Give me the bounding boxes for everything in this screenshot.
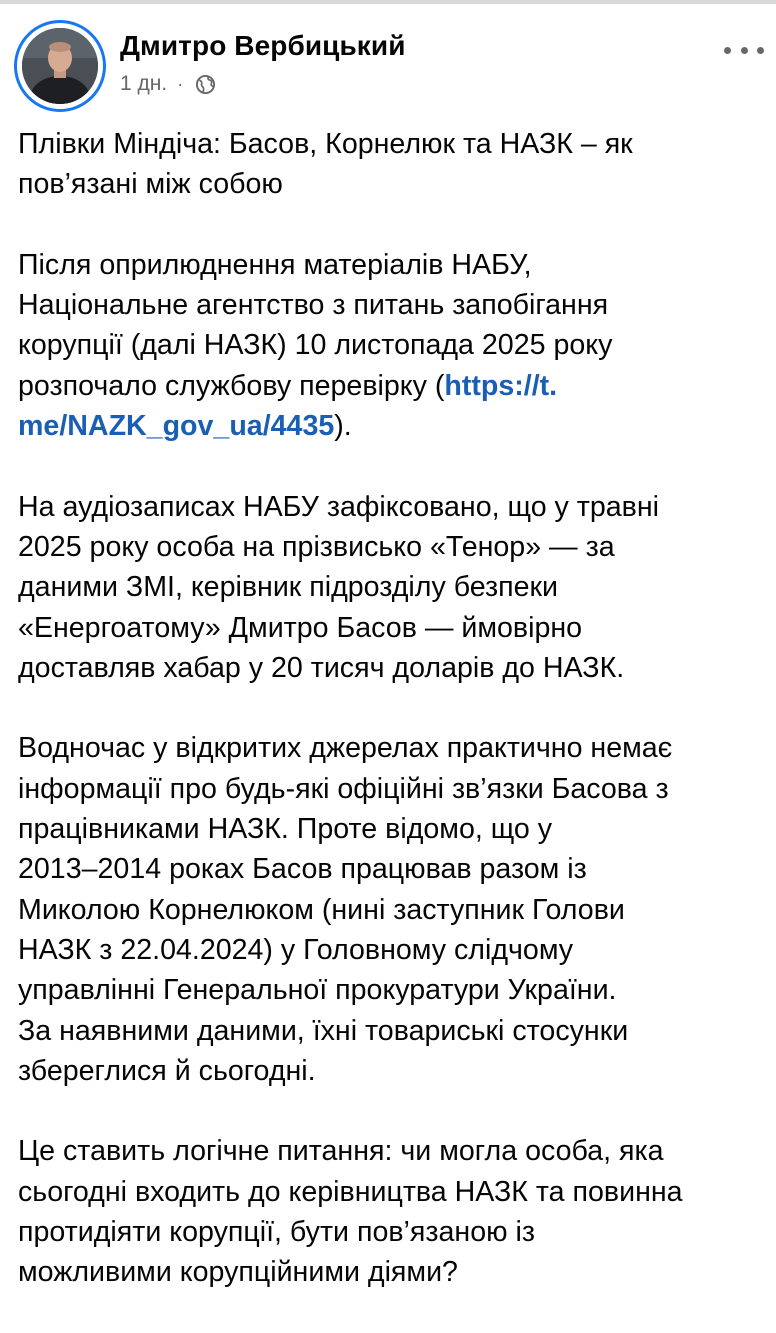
post-paragraph-3 xyxy=(18,487,766,688)
post-line: працівниками НАЗК. Проте відомо, що у xyxy=(18,813,553,846)
post-line: розпочало службову перевірку ( xyxy=(18,369,445,402)
post-line: 2013–2014 роках Басов працював разом із xyxy=(18,853,587,886)
more-options-button[interactable] xyxy=(724,38,764,62)
post-line: пов’язані між собою xyxy=(18,168,283,201)
post-line-end: ). xyxy=(334,410,352,443)
post-paragraph-2 xyxy=(18,245,766,446)
meta-separator: · xyxy=(177,73,184,94)
post-header xyxy=(0,4,776,114)
post-line: За наявними даними, їхні товариські стосунки xyxy=(18,1014,629,1047)
post-paragraph-5 xyxy=(18,1131,766,1292)
post-line: НАЗК з 22.04.2024) у Головному слідчому xyxy=(18,933,574,966)
post-line: «Енергоатому» Дмитро Басов — ймовірно xyxy=(18,611,583,644)
post-line: сьогодні входить до керівництва НАЗК та повинна xyxy=(18,1175,683,1208)
post-line: На аудіозаписах НАБУ зафіксовано, що у травні xyxy=(18,490,660,523)
post-line: Миколою Корнелюком (нині заступник Голови xyxy=(18,893,625,926)
post-link-part1[interactable]: https://t. xyxy=(444,369,558,402)
post-meta xyxy=(120,72,216,96)
post-line: управлінні Генеральної прокуратури України. xyxy=(18,974,617,1007)
post-text xyxy=(18,124,766,1333)
post-line: Плівки Міндіча: Басов, Корнелюк та НАЗК – як xyxy=(18,128,633,160)
post-line: доставляв хабар у 20 тисяч доларів до НАЗК. xyxy=(18,651,625,684)
globe-icon xyxy=(195,74,216,95)
post-paragraph-4 xyxy=(18,728,766,1091)
author-avatar-ring[interactable] xyxy=(14,20,106,112)
post-line: інформації про будь-які офіційні зв’язки Басова з xyxy=(18,772,669,805)
post-line: протидіяти корупції, бути пов’язаною із xyxy=(18,1216,535,1249)
post-line: 2025 року особа на прізвисько «Тенор» — за xyxy=(18,530,615,563)
more-horizontal-icon xyxy=(724,47,731,54)
post-line: збереглися й сьогодні. xyxy=(18,1054,316,1087)
post-line: Після оприлюднення матеріалів НАБУ, xyxy=(18,248,532,281)
post-time[interactable]: 1 дн. xyxy=(120,72,168,95)
post-line: корупції (далі НАЗК) 10 листопада 2025 року xyxy=(18,329,613,362)
author-name[interactable]: Дмитро Вербицький xyxy=(120,30,406,61)
post-line: Це ставить логічне питання: чи могла особа, яка xyxy=(18,1135,664,1168)
post-line: даними ЗМІ, керівник підрозділу безпеки xyxy=(18,571,558,604)
avatar[interactable] xyxy=(22,28,98,104)
post-line: Водночас у відкритих джерелах практично немає xyxy=(18,732,673,765)
avatar-photo-icon xyxy=(22,28,98,104)
post-line: Національне агентство з питань запобігання xyxy=(18,289,609,322)
post-link-part2[interactable]: me/NAZK_gov_ua/4435 xyxy=(18,410,335,443)
post-line: можливими корупційними діями? xyxy=(18,1256,458,1289)
post-paragraph-1 xyxy=(18,124,766,205)
